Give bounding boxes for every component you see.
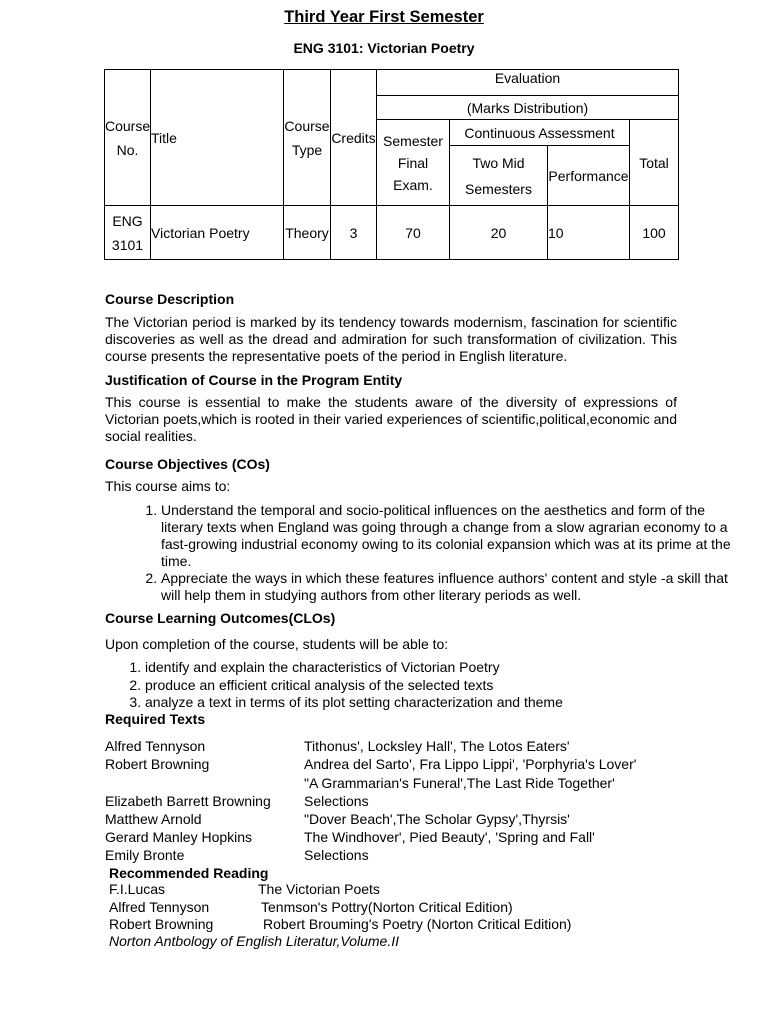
- required-author: Alfred Tennyson: [105, 738, 206, 754]
- required-text-row: [105, 829, 705, 847]
- header-continuous-assessment: Continuous Assessment: [450, 120, 630, 146]
- header-credits: Credits: [331, 70, 377, 206]
- recommended-works: The Victorian Poets: [258, 881, 380, 897]
- page-title: Third Year First Semester: [284, 8, 484, 26]
- recommended-heading: Recommended Reading: [109, 865, 269, 881]
- table-row: [105, 206, 679, 260]
- required-author: Gerard Manley Hopkins: [105, 829, 253, 845]
- required-text-row: [105, 775, 705, 793]
- required-author: Robert Browning: [105, 756, 210, 772]
- header-marks-distribution: (Marks Distribution): [377, 96, 679, 120]
- recommended-row: [109, 881, 709, 899]
- objectives-list: [105, 502, 733, 604]
- header-total: Total: [630, 120, 679, 206]
- cell-type: Theory: [284, 206, 331, 260]
- header-evaluation: Evaluation: [377, 70, 679, 96]
- cell-mid: 20: [450, 206, 548, 260]
- required-works: The Windhover', Pied Beauty', 'Spring and Fall': [304, 829, 595, 845]
- cell-credits: 3: [331, 206, 377, 260]
- objectives-heading: Course Objectives (COs): [105, 456, 270, 472]
- description-text: The Victorian period is marked by its tendency towards modernism, fascination for scientific discoveries as well as the dread and admiration for such transformation of civilization. This course presents the representative poets of the period in English literature.: [105, 314, 677, 364]
- list-item: 2. produce an efficient critical analysis of the selected texts: [145, 677, 717, 695]
- required-works: Andrea del Sarto', Fra Lippo Lippi', 'Porphyria's Lover': [304, 756, 637, 772]
- recommended-row: [109, 899, 709, 917]
- justification-text: This course is essential to make the students aware of the diversity of expressions of Victorian poets,which is rooted in their varied experiences of scientific,political,economic and social realities.: [105, 394, 677, 444]
- cell-total: 100: [630, 206, 679, 260]
- required-works: "A Grammarian's Funeral',The Last Ride Together': [304, 775, 615, 791]
- required-author: Elizabeth Barrett Browning: [105, 793, 271, 809]
- required-author: Matthew Arnold: [105, 811, 202, 827]
- required-author: Emily Bronte: [105, 847, 185, 863]
- list-item: 1. identify and explain the characteristics of Victorian Poetry: [145, 659, 717, 677]
- recommended-author: F.I.Lucas: [109, 881, 166, 897]
- required-text-row: [105, 811, 705, 829]
- recommended-author: Alfred Tennyson: [109, 899, 210, 915]
- cell-final: 70: [377, 206, 450, 260]
- required-text-row: [105, 738, 705, 756]
- header-semester-final: Semester Final Exam.: [377, 120, 450, 206]
- description-heading: Course Description: [105, 291, 235, 307]
- outcomes-list: [105, 659, 717, 712]
- header-title: Title: [151, 70, 284, 206]
- cell-performance: 10: [548, 206, 630, 260]
- recommended-row: [109, 916, 709, 934]
- recommended-works: Robert Brouming's Poetry (Norton Critical Edition): [263, 916, 572, 932]
- header-course-no: Course No.: [105, 70, 151, 206]
- outcomes-heading: Course Learning Outcomes(CLOs): [105, 610, 336, 626]
- header-performance: Performance: [548, 146, 630, 206]
- required-works: Tithonus', Locksley Hall', The Lotos Eaters': [304, 738, 570, 754]
- required-text-row: [105, 847, 705, 865]
- outcomes-intro: Upon completion of the course, students will be able to:: [105, 636, 449, 652]
- justification-heading: Justification of Course in the Program Entity: [105, 372, 403, 388]
- required-text-row: [105, 756, 705, 774]
- evaluation-table: [104, 69, 679, 260]
- header-two-mid: Two Mid Semesters: [450, 146, 548, 206]
- required-works: Selections: [304, 793, 369, 809]
- header-course-type: Course Type: [284, 70, 331, 206]
- recommended-author: Robert Browning: [109, 916, 214, 932]
- cell-course-no: ENG 3101: [105, 206, 151, 260]
- required-text-row: [105, 793, 705, 811]
- objectives-intro: This course aims to:: [105, 478, 231, 494]
- cell-title: Victorian Poetry: [151, 206, 284, 260]
- list-item: 1. Understand the temporal and socio-political influences on the aesthetics and form of the literary texts when England was going through a change from a slow agrarian economy to a fast-growing industrial economy owing to its colonial expansion which was at its prime at the time.: [161, 502, 733, 570]
- anthology-reference: Norton Antbology of English Literatur,Volume.II: [109, 933, 400, 949]
- list-item: 2. Appreciate the ways in which these features influence authors' content and style -a skill that will help them in studying authors from other literary periods as well.: [161, 570, 733, 604]
- required-texts-heading: Required Texts: [105, 711, 206, 727]
- course-code-title: ENG 3101: Victorian Poetry: [293, 40, 475, 56]
- required-works: Selections: [304, 847, 369, 863]
- list-item: 3. analyze a text in terms of its plot setting characterization and theme: [145, 694, 717, 712]
- required-works: "Dover Beach',The Scholar Gypsy',Thyrsis': [304, 811, 570, 827]
- recommended-works: Tenmson's Pottry(Norton Critical Edition): [261, 899, 513, 915]
